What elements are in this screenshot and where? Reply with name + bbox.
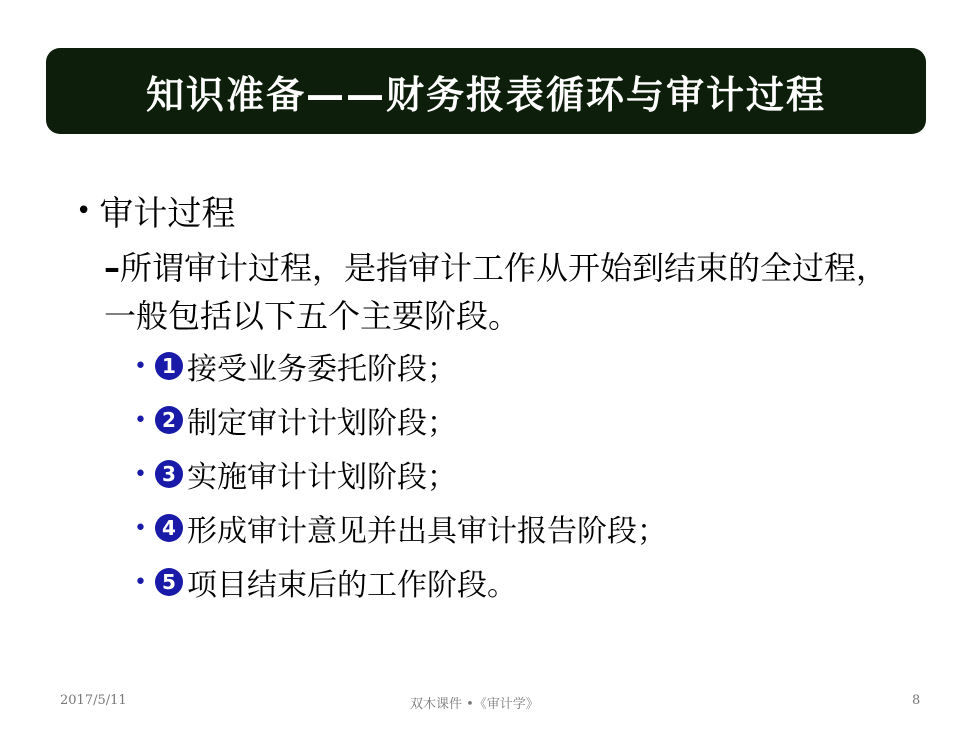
step-number-badge: 1 [155,352,183,380]
step-number-badge: 2 [155,406,183,434]
title-banner [46,48,926,134]
footer-course: 双木课件 •《审计学》 [410,697,539,712]
step-number-badge: 5 [155,568,183,596]
list-item [134,501,894,555]
step-text: 制定审计计划阶段； [186,406,457,441]
paragraph-text: 所谓审计过程，是指审计工作从开始到结束的全过程，一般包括以下五个主要阶段。 [104,249,889,335]
step-text: 项目结束后的工作阶段。 [186,568,517,603]
list-item [134,393,894,447]
bullet-dot-icon: • [134,407,147,433]
bullet-dot-icon: • [134,569,147,595]
dash-bullet-icon: – [104,249,120,287]
list-item [134,447,894,501]
step-list [134,339,894,609]
step-number-badge: 3 [155,460,183,488]
bullet-dot-icon: • [134,461,147,487]
footer-page-number: 8 [912,693,921,708]
list-item [134,555,894,609]
step-text: 实施审计计划阶段； [186,460,457,495]
bullet-heading: 审计过程 [99,194,236,234]
bullet-dot-icon: • [134,515,147,541]
slide-title: 知识准备——财务报表循环与审计过程 [145,72,826,117]
main-bullet [76,186,235,235]
bullet-dot-icon: • [134,353,147,379]
step-text: 接受业务委托阶段； [186,352,457,387]
step-text: 形成审计意见并出具审计报告阶段； [186,514,667,549]
sub-bullet [104,244,904,340]
list-item [134,339,894,393]
bullet-dot-icon: • [76,195,92,226]
step-number-badge: 4 [155,514,183,542]
footer-date: 2017/5/11 [60,693,127,708]
